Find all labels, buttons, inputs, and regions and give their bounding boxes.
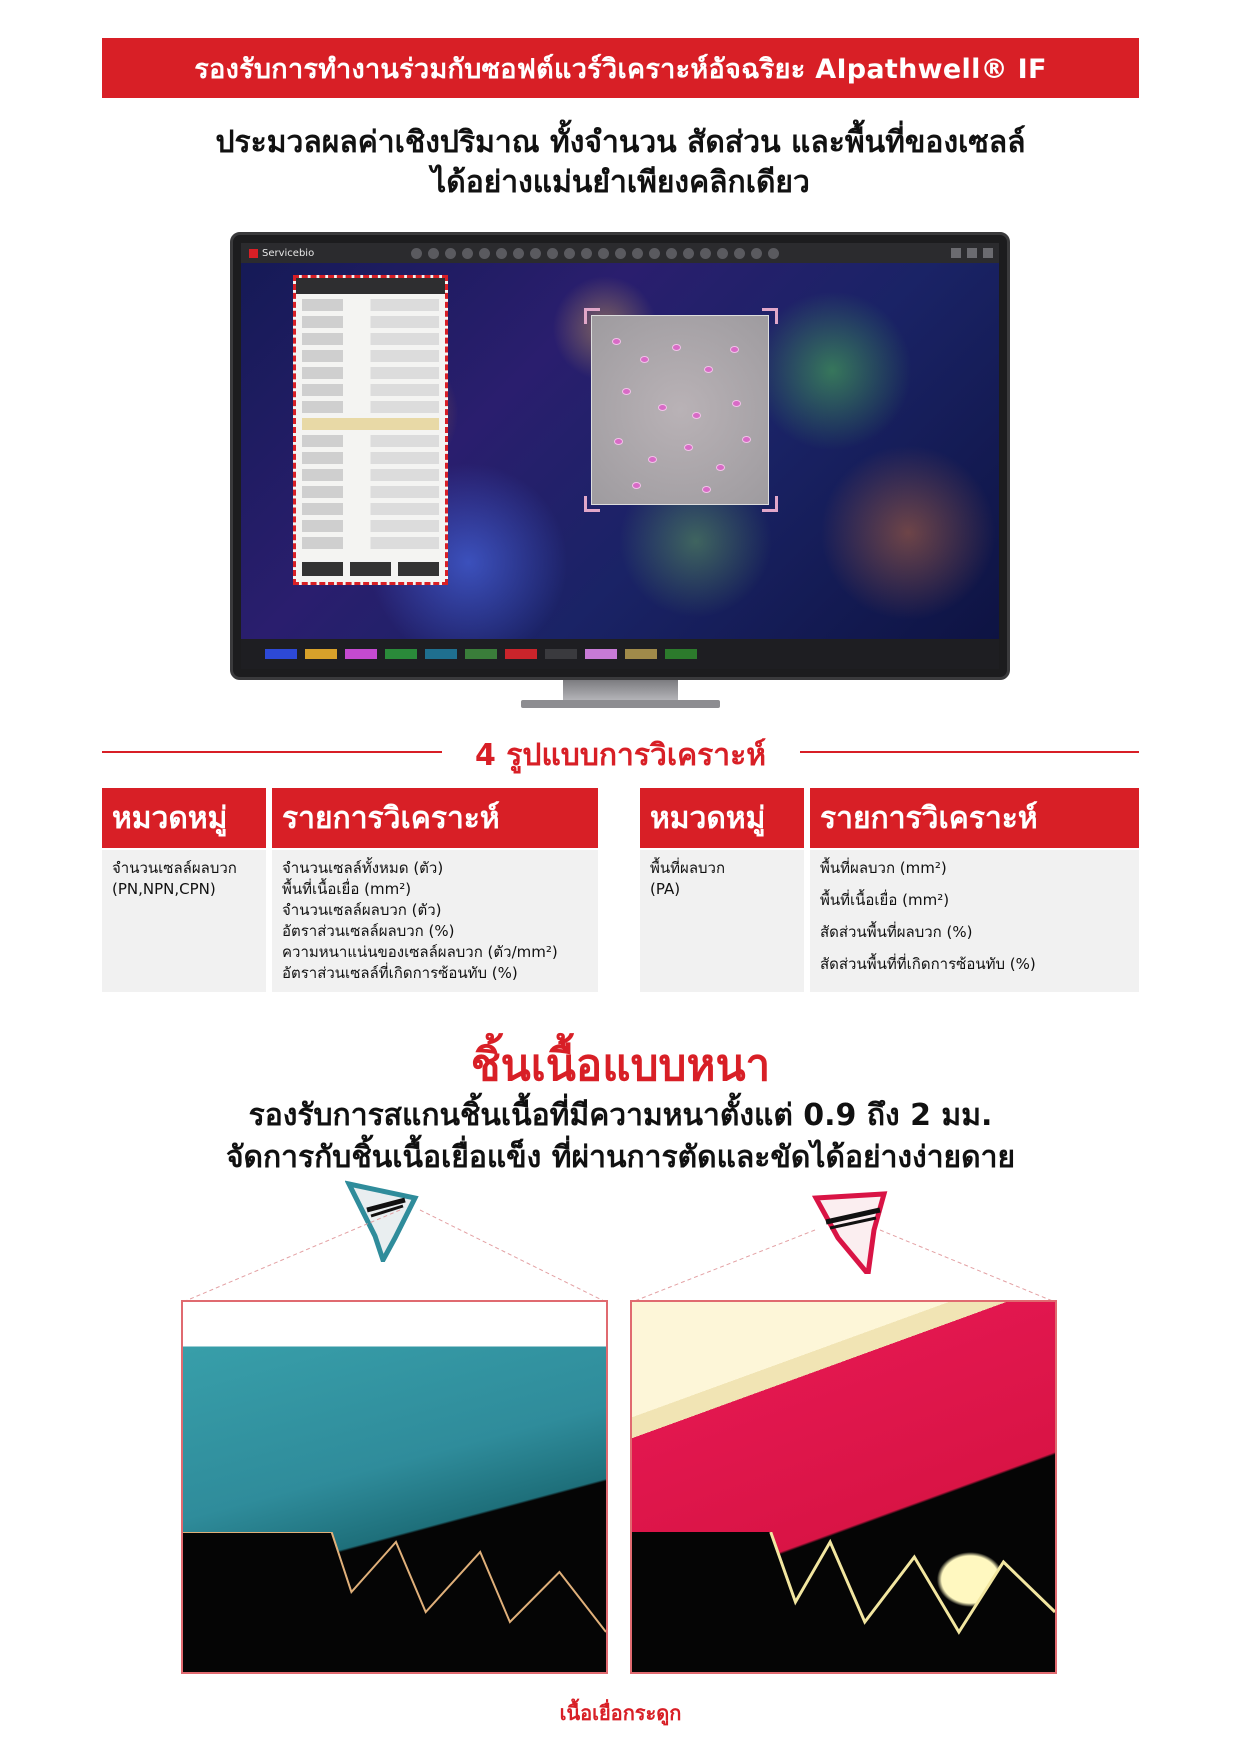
tool-icon <box>734 248 745 259</box>
channel-chip <box>465 649 497 659</box>
category-line: พื้นที่ผลบวก <box>650 859 726 877</box>
cell-mark <box>672 344 681 351</box>
items-cell <box>810 850 1139 992</box>
cell-mark <box>632 482 641 489</box>
category-header: หมวดหมู่ <box>640 788 804 848</box>
panel-row <box>302 316 439 328</box>
analysis-item: พื้นที่ผลบวก (mm²) <box>820 859 947 877</box>
panel-buttons <box>302 562 439 576</box>
category-line: จำนวนเซลล์ผลบวก <box>112 859 237 877</box>
panel-row <box>302 350 439 362</box>
cell-mark <box>658 404 667 411</box>
monitor-illustration <box>230 232 1010 680</box>
close-icon <box>983 248 993 258</box>
maximize-icon <box>967 248 977 258</box>
tool-icon <box>768 248 779 259</box>
app-toolbar <box>241 243 999 263</box>
analysis-item: ความหนาแน่นของเซลล์ผลบวก (ตัว/mm²) <box>282 943 558 961</box>
category-cell <box>102 850 266 992</box>
cell-mark <box>732 400 741 407</box>
intro-line-2: ได้อย่างแม่นยำเพียงคลิกเดียว <box>431 165 810 200</box>
channel-chip <box>385 649 417 659</box>
channel-chip <box>625 649 657 659</box>
items-header: รายการวิเคราะห์ <box>272 788 598 848</box>
tool-icon <box>649 248 660 259</box>
tool-icon <box>751 248 762 259</box>
cell-mark <box>684 444 693 451</box>
tool-icon <box>666 248 677 259</box>
cell-mark <box>692 412 701 419</box>
corner-bracket <box>762 496 778 512</box>
software-screenshot <box>241 243 999 669</box>
channel-chip <box>345 649 377 659</box>
tool-icon <box>547 248 558 259</box>
window-controls <box>951 248 993 258</box>
analysis-item: อัตราส่วนเซลล์ผลบวก (%) <box>282 922 455 940</box>
image-caption: เนื้อเยื่อกระดูก <box>559 1701 682 1725</box>
corner-bracket <box>584 496 600 512</box>
tool-icon <box>632 248 643 259</box>
channel-chip <box>425 649 457 659</box>
tool-icon <box>513 248 524 259</box>
panel-row <box>302 469 439 481</box>
thick-section-line-2: จัดการกับชิ้นเนื้อเยื่อแข็ง ที่ผ่านการตัดและขัดได้อย่างง่ายดาย <box>225 1140 1016 1175</box>
tool-icon <box>700 248 711 259</box>
items-header: รายการวิเคราะห์ <box>810 788 1139 848</box>
analysis-item: จำนวนเซลล์ผลบวก (ตัว) <box>282 901 442 919</box>
cell-mark <box>640 356 649 363</box>
tool-icon <box>428 248 439 259</box>
panel-row <box>302 384 439 396</box>
panel-results-header <box>302 418 439 430</box>
channel-chip <box>265 649 297 659</box>
category-line: (PN,NPN,CPN) <box>112 880 216 898</box>
bone-image-red <box>630 1300 1057 1674</box>
thick-section-line-1: รองรับการสแกนชิ้นเนื้อที่มีความหนาตั้งแต่ 0.9 ถึง 2 มม. <box>248 1098 993 1133</box>
corner-bracket <box>584 308 600 324</box>
app-brand-label: Servicebio <box>262 247 315 259</box>
panel-row <box>302 537 439 549</box>
monitor-base <box>521 700 720 708</box>
panel-row <box>302 503 439 515</box>
cell-mark <box>614 438 623 445</box>
tool-icon <box>411 248 422 259</box>
panel-row <box>302 333 439 345</box>
tool-icon <box>479 248 490 259</box>
analysis-item: สัดส่วนพื้นที่ผลบวก (%) <box>820 923 973 941</box>
panel-row <box>302 435 439 447</box>
tool-icon <box>462 248 473 259</box>
tool-icon <box>683 248 694 259</box>
tool-icon <box>530 248 541 259</box>
category-line: (PA) <box>650 880 681 898</box>
analysis-item: พื้นที่เนื้อเยื่อ (mm²) <box>820 891 950 909</box>
toolbar-icons <box>411 248 779 259</box>
cell-mark <box>648 456 657 463</box>
tool-icon <box>717 248 728 259</box>
cell-mark <box>716 464 725 471</box>
bone-image-teal <box>181 1300 608 1674</box>
panel-row <box>302 520 439 532</box>
bone-edge-shape <box>183 1532 606 1672</box>
category-cell <box>640 850 804 992</box>
channel-chip <box>545 649 577 659</box>
panel-row <box>302 401 439 413</box>
corner-bracket <box>762 308 778 324</box>
panel-row <box>302 299 439 311</box>
cell-mark <box>612 338 621 345</box>
panel-row <box>302 486 439 498</box>
cell-mark <box>704 366 713 373</box>
analysis-item: พื้นที่เนื้อเยื่อ (mm²) <box>282 880 412 898</box>
panel-row <box>302 452 439 464</box>
analysis-item: อัตราส่วนเซลล์ที่เกิดการซ้อนทับ (%) <box>282 964 518 982</box>
channel-chip <box>505 649 537 659</box>
tool-icon <box>496 248 507 259</box>
channel-chip <box>665 649 697 659</box>
zoom-guide-lines <box>0 1180 1241 1305</box>
intro-line-1: ประมวลผลค่าเชิงปริมาณ ทั้งจำนวน สัดส่วน และพื้นที่ของเซลล์ <box>215 125 1026 160</box>
analysis-item: สัดส่วนพื้นที่ที่เกิดการซ้อนทับ (%) <box>820 955 1036 973</box>
tool-icon <box>445 248 456 259</box>
app-brand <box>249 248 314 259</box>
top-banner: รองรับการทำงานร่วมกับซอฟต์แวร์วิเคราะห์อัจฉริยะ AIpathwell® IF <box>102 38 1139 98</box>
cell-mark <box>702 486 711 493</box>
cell-mark <box>622 388 631 395</box>
analysis-panel <box>293 275 448 585</box>
analysis-item: จำนวนเซลล์ทั้งหมด (ตัว) <box>282 859 444 877</box>
cell-mark <box>730 346 739 353</box>
channel-bar <box>241 639 999 669</box>
category-header: หมวดหมู่ <box>102 788 266 848</box>
panel-row <box>302 367 439 379</box>
tool-icon <box>615 248 626 259</box>
tool-icon <box>581 248 592 259</box>
channel-chip <box>585 649 617 659</box>
thick-section-title: ชิ้นเนื้อแบบหนา <box>470 1040 771 1091</box>
items-cell <box>272 850 598 992</box>
section-title: 4 รูปแบบการวิเคราะห์ <box>474 738 767 773</box>
tool-icon <box>564 248 575 259</box>
panel-header <box>296 278 445 294</box>
channel-chip <box>305 649 337 659</box>
monitor-stand <box>563 680 678 702</box>
zoom-inset <box>591 315 769 505</box>
brand-logo-icon <box>249 249 258 258</box>
tool-icon <box>598 248 609 259</box>
minimize-icon <box>951 248 961 258</box>
cell-mark <box>742 436 751 443</box>
bone-edge-shape <box>632 1532 1055 1672</box>
